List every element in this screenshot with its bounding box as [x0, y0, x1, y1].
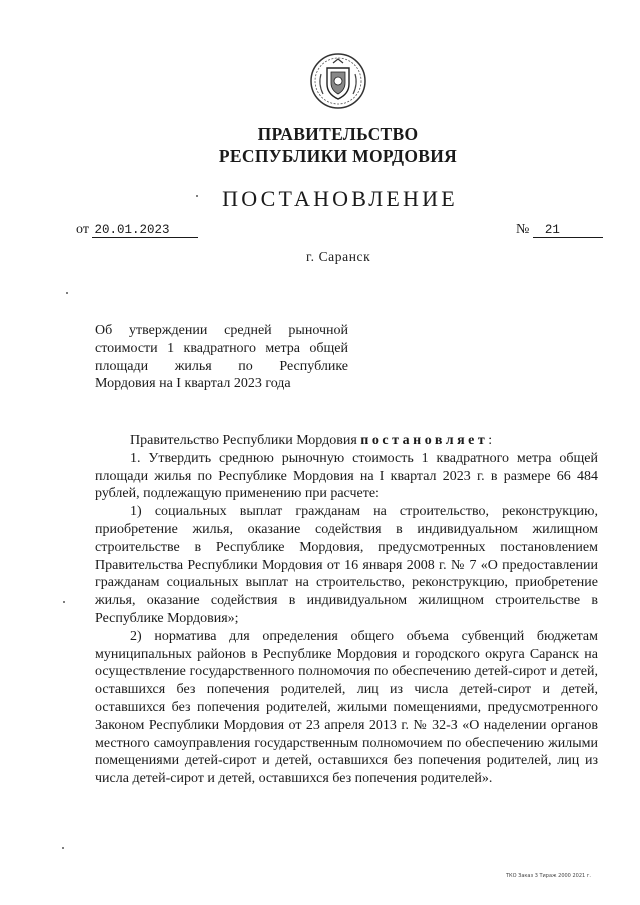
subject-line: площади жилья по Республике — [95, 358, 348, 374]
number-value: 21 — [533, 223, 603, 238]
city-name: г. Саранск — [306, 249, 371, 264]
scan-speck — [63, 601, 65, 603]
intro-text: Правительство Республики Мордовия — [130, 433, 361, 448]
scan-speck — [66, 292, 68, 294]
paragraph-1-subitem-2: 2) норматива для определения общего объема субвенций бюджетам муниципальных районов в Республике Мордовия и городского округа Саранск на осуществление государственного полномочия по обеспечению детей-сирот и детей, оставшихся без попечения родителей, лиц из числа детей-сирот и детей, оставшихся без попечения родителей, жилыми помещениями, предусмотренного Законом Республики Мордовия от 23 апреля 2013 г. № 32-З «О наделении органов местного самоуправления государственным полномочием по обеспечению жилыми помещениями детей-сирот и детей, оставшихся без попечения родителей, лиц из числа детей-сирот и детей, оставшихся без попечения родителей». — [95, 628, 598, 787]
date-prefix: от — [76, 222, 89, 237]
scan-speck — [196, 195, 198, 197]
subject-line: Об утверждении средней рыночной — [95, 323, 348, 338]
scan-speck — [62, 847, 64, 849]
paragraph-1: 1. Утвердить среднюю рыночную стоимость 1 квадратного метра общей площади жилья по Республике Мордовия на I квартал 2023 г. в размере 66 484 рублей, подлежащую применению при расчете: — [95, 450, 598, 502]
subject-line: стоимости 1 квадратного метра общей — [95, 340, 348, 356]
document-date — [76, 222, 198, 238]
print-run-code: ТКО Заказ 3 Тираж 2000 2021 г. — [506, 873, 591, 879]
intro-colon: : — [488, 433, 493, 448]
coat-of-arms-emblem — [309, 52, 367, 110]
government-name-line-2: РЕСПУБЛИКИ МОРДОВИЯ — [218, 146, 458, 166]
document-subject — [95, 322, 348, 393]
government-name-line-1: ПРАВИТЕЛЬСТВО — [257, 124, 419, 144]
document-body — [95, 432, 598, 788]
paragraph-1-subitem-1: 1) социальных выплат гражданам на строительство, реконструкцию, приобретение жилья, оказание содействия в индивидуальном жилищном строительстве в Республике Мордовия, предусмотренных постановлением Правительства Республики Мордовия от 16 января 2008 г. № 7 «О предоставлении гражданам социальных выплат на строительство, реконструкцию, приобретение жилья, оказание содействия в индивидуальном жилищном строительстве в Республике Мордовия»; — [95, 504, 598, 626]
resolution-intro — [95, 432, 598, 450]
document-type-title: ПОСТАНОВЛЕНИЕ — [222, 186, 458, 211]
resolves-word: постановляет — [360, 433, 489, 448]
subject-line: Мордовия на I квартал 2023 года — [95, 376, 291, 392]
document-number — [516, 222, 603, 238]
date-value: 20.01.2023 — [92, 223, 198, 238]
number-prefix: № — [516, 222, 530, 237]
